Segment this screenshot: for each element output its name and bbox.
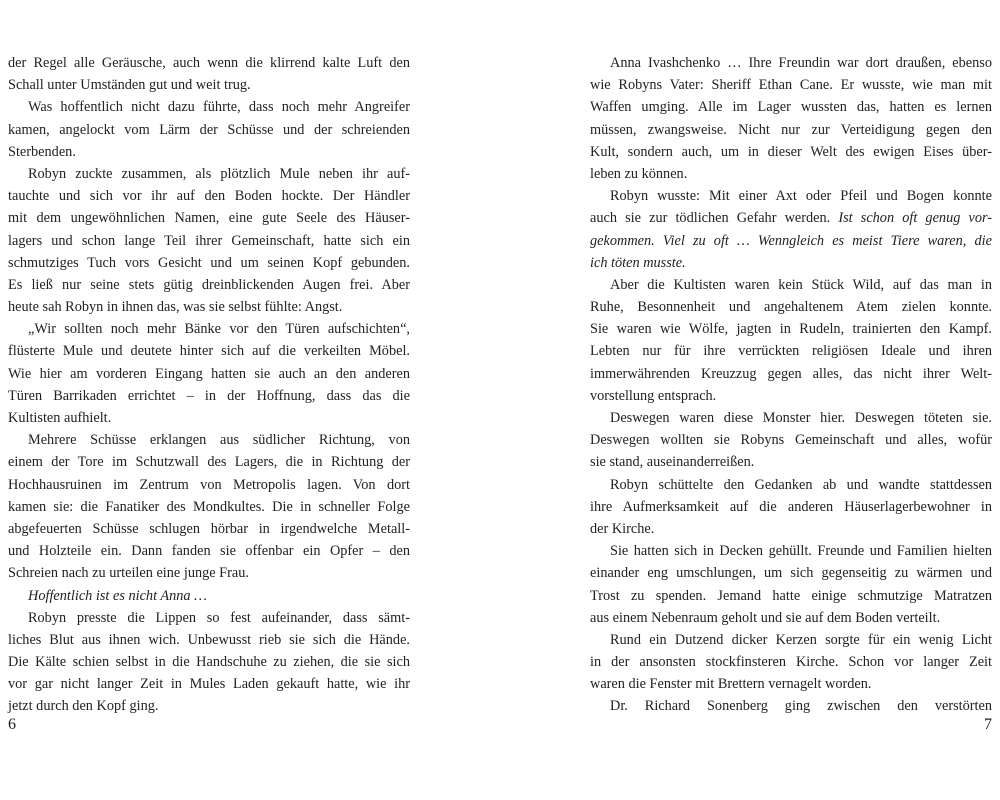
text-line: und Holzteile ein. Dann fanden sie offenbar ein Opfer – den [8,543,410,560]
text-line: Hochhausruinen im Zentrum von Metropolis lagen. Von dort [8,476,410,493]
text-line: der Kirche. [590,520,655,537]
text-line: heute sah Robyn in ihnen das, was sie selbst fühlte: Angst. [8,299,343,316]
text-line: Sterbenden. [8,143,76,160]
text-line: Schreien nach zu urteilen eine junge Frau. [8,565,249,582]
text-line: kamen, angelockt vom Lärm der Schüsse und der schreienden [8,121,410,138]
text-line: Mehrere Schüsse erklangen aus südlicher Richtung, von [28,432,410,449]
text-line: Dr. Richard Sonenberg ging zwischen den verstörten [610,698,992,715]
text-line [590,207,992,229]
text-line: gekommen. Viel zu oft … Wenngleich es meist Tiere waren, die [590,232,992,249]
left-page-number: 6 [8,716,16,733]
italic-run: Ist schon oft genug vor- [838,210,993,227]
text-line: Schall unter Umständen gut und weit trug. [8,77,251,94]
right-page-text [590,52,992,718]
text-line: Kultisten aufhielt. [8,410,112,426]
text-line: Sie hatten sich in Decken gehüllt. Freunde und Familien hielten [610,543,992,560]
text-line: einem der Tore im Schutzwall des Lagers, die in Richtung der [8,454,410,471]
text-line: Trost zu spenden. Jemand hatte einige schmutzige Matratzen [590,587,992,604]
text-line: müssen, zwangsweise. Nicht nur zur Verteidigung gegen den [590,121,992,138]
text-line: tauchte und sich vor ihr auf den Boden hockte. Der Händler [8,188,410,205]
text-line: „Wir sollten noch mehr Bänke vor den Türen aufschichten“, [28,321,410,338]
text-line: Kult, sondern auch, um in dieser Welt des ewigen Eises über- [590,143,992,160]
left-page-text [8,52,410,718]
text-line: ihre Aufmerksamkeit auf die anderen Häuserlagerbewohner in [590,498,992,515]
text-line: schmutziges Tuch vors Gesicht und um seinen Kopf gebunden. [8,254,410,271]
text-line: flüsterte Mule und deutete hinter sich auf die verkeilten Möbel. [8,343,410,360]
text-line: mit dem ungewöhnlichen Namen, eine gute Seele des Häuser- [8,210,410,227]
text-line: leben zu können. [590,165,688,182]
text-line: wie Robyns Vater: Sheriff Ethan Cane. Er wusste, wie man mit [590,77,992,94]
text-line: Es ließ nur seine stets gütig dreinblickenden Augen frei. Aber [8,276,410,293]
text-line: Hoffentlich ist es nicht Anna … [28,587,207,604]
text-line: jetzt durch den Kopf ging. [8,698,159,715]
text-line: Robyn schüttelte den Gedanken ab und wandte stattdessen [610,476,992,493]
text-line: Deswegen waren diese Monster hier. Deswegen töteten sie. [610,410,992,426]
text-line: Sie waren wie Wölfe, jagten in Rudeln, trainierten den Kampf. [590,321,992,338]
text-line: Lebten nur für ihre verrückten religiösen Ideale und ihren [590,343,992,360]
text-run: auch sie zur tödlichen Gefahr werden. [590,210,839,227]
text-line: kamen sie: die Fanatiker des Mondkultes. Die in schneller Folge [8,498,410,515]
text-line: Was hoffentlich nicht dazu führte, dass noch mehr Angreifer [28,99,410,116]
text-line: liches Blut aus ihnen wich. Unbewusst rieb sie sich die Hände. [8,631,410,648]
text-line: Aber die Kultisten waren kein Stück Wild, auf das man in [610,276,992,293]
text-line: immerwährenden Kreuzzug gegen alles, das nicht ihrer Welt- [590,365,992,382]
text-line: abgefeuerten Schüsse schlugen hörbar in irgendwelche Metall- [8,520,410,537]
text-line: lagers und schon lange Teil ihrer Gemeinschaft, hatte sich ein [8,232,410,249]
text-line: Die Kälte schien selbst in die Handschuhe zu ziehen, die sie sich [8,654,410,671]
text-line: Robyn zuckte zusammen, als plötzlich Mule neben ihr auf- [28,165,410,182]
right-page-number: 7 [984,716,992,733]
text-line: einander eng umschlungen, um sich gegenseitig zu wärmen und [590,565,992,582]
text-line: Robyn wusste: Mit einer Axt oder Pfeil und Bogen konnte [610,188,992,205]
text-line: in der ansonsten stockfinsteren Kirche. Schon vor langer Zeit [590,654,992,671]
text-line: aus einem Nebenraum geholt und sie auf dem Boden verteilt. [590,609,941,626]
text-line: Ruhe, Besonnenheit und angehaltenem Atem zielen konnte. [590,299,992,316]
text-line: vor gar nicht langer Zeit in Mules Laden gekauft hatte, wie ihr [8,676,410,693]
text-line: Deswegen wollten sie Robyns Gemeinschaft und alles, wofür [590,432,992,449]
text-line: Waffen umging. Alle im Lager wussten das, hatten es lernen [590,99,992,116]
text-line: Robyn presste die Lippen so fest aufeinander, dass sämt- [28,609,410,626]
text-line: ich töten musste. [590,254,686,271]
text-line: der Regel alle Geräusche, auch wenn die klirrend kalte Luft den [8,55,410,71]
text-line: Wie hier am vorderen Eingang hatten sie auch an den anderen [8,365,410,382]
text-line: waren die Fenster mit Brettern vernagelt worden. [590,676,872,693]
text-line: Rund ein Dutzend dicker Kerzen sorgte für ein wenig Licht [610,631,992,648]
text-line: vorstellung entsprach. [590,387,717,404]
text-line: Anna Ivashchenko … Ihre Freundin war dort draußen, ebenso [610,55,992,71]
text-line: sie stand, auseinanderreißen. [590,454,755,471]
text-line: Türen Barrikaden errichtet – in der Hoffnung, dass das die [8,387,410,404]
